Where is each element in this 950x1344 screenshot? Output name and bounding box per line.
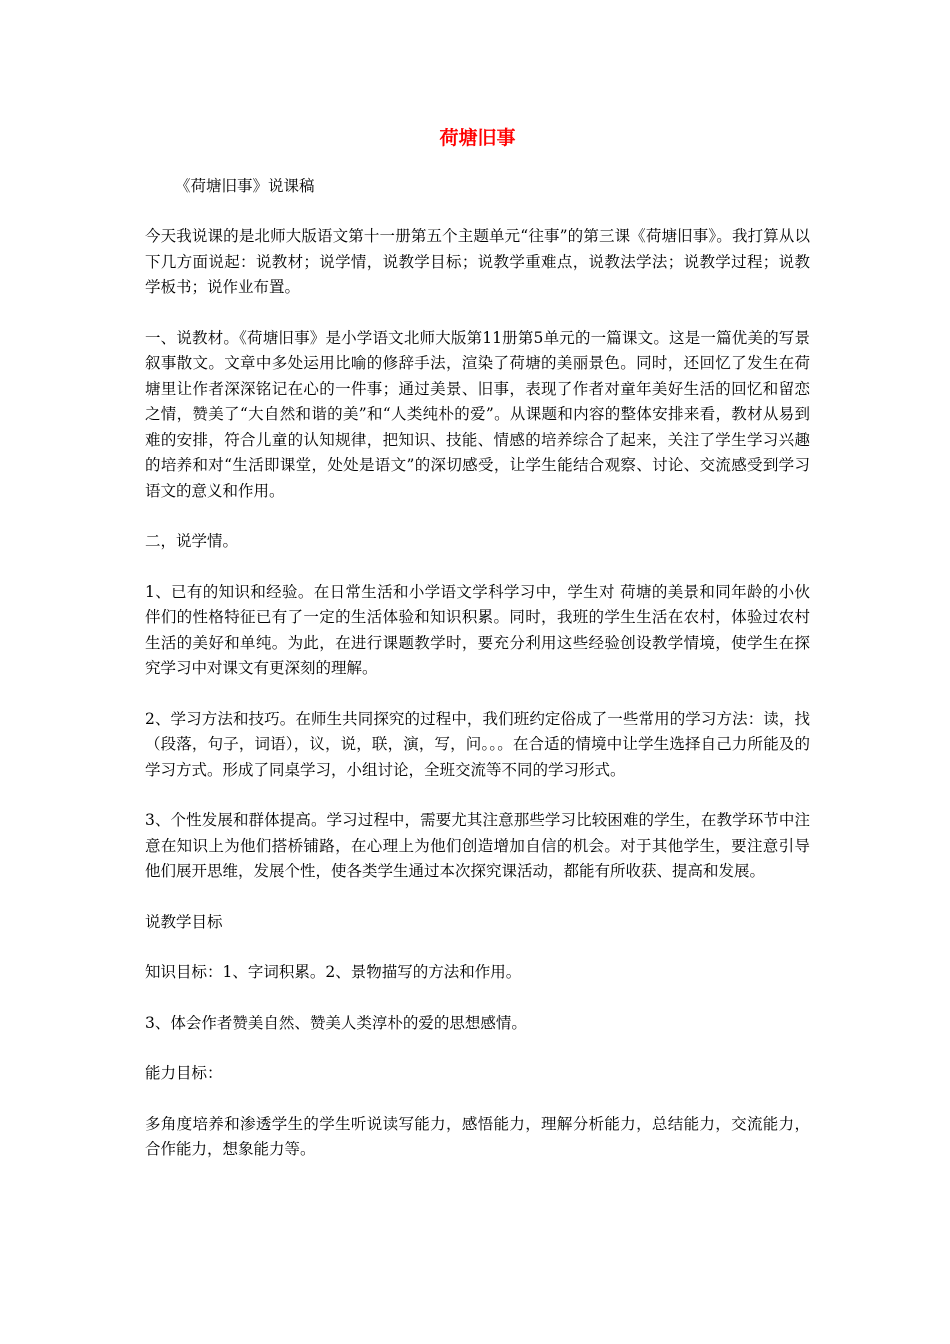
- paragraph-learner-3: 3、个性发展和群体提高。学习过程中，需要尤其注意那些学习比较困难的学生，在教学环节中注意在知识上为他们搭桥铺路，在心理上为他们创造增加自信的机会。对于其他学生，要注意引导他们展开思维，发展个性，使各类学生通过本次探究课活动，都能有所收获、提高和发展。: [145, 811, 810, 880]
- paragraph-textbook: 一、说教材。《荷塘旧事》是小学语文北师大版第11册第5单元的一篇课文。这是一篇优美的写景叙事散文。文章中多处运用比喻的修辞手法，渲染了荷塘的美丽景色。同时，还回忆了发生在荷塘里让作者深深铭记在心的一件事；通过美景、旧事，表现了作者对童年美好生活的回忆和留恋之情，赞美了“大自然和谐的美”和“人类纯朴的爱”。从课题和内容的整体安排来看，教材从易到难的安排，符合儿童的认知规律，把知识、技能、情感的培养综合了起来，关注了学生学习兴趣的培养和对“生活即课堂，处处是语文”的深切感受，让学生能结合观察、讨论、交流感受到学习语文的意义和作用。: [145, 328, 810, 500]
- document-body: [145, 224, 810, 1188]
- paragraph-goals-heading: 说教学目标: [145, 912, 223, 931]
- paragraph-ability-goals: 多角度培养和渗透学生的学生听说读写能力，感悟能力，理解分析能力，总结能力，交流能力，合作能力，想象能力等。: [145, 1114, 810, 1158]
- document-title: 荷塘旧事: [439, 127, 516, 149]
- paragraph-ability-heading: 能力目标：: [145, 1064, 223, 1082]
- paragraph-emotion-goal: 3、体会作者赞美自然、赞美人类淳朴的爱的思想感情。: [145, 1013, 527, 1032]
- paragraph-learner-1: 1、已有的知识和经验。在日常生活和小学语文学科学习中，学生对 荷塘的美景和同年龄的小伙伴们的性格特征已有了一定的生活体验和知识积累。同时，我班的学生生活在农村，体验过农村生活的美好和单纯。为此，在进行课题教学时，要充分利用这些经验创设教学情境，使学生在探究学习中对课文有更深刻的理解。: [145, 582, 810, 677]
- document-subtitle: 《荷塘旧事》说课稿: [175, 177, 315, 195]
- paragraph-learner-heading: 二，说学情。: [145, 532, 239, 550]
- paragraph-learner-2: 2、学习方法和技巧。在师生共同探究的过程中，我们班约定俗成了一些常用的学习方法：读，找（段落，句子，词语），议，说，联，演，写，问。。。在合适的情境中让学生选择自己力所能及的学习方式。形成了同桌学习，小组讨论，全班交流等不同的学习形式。: [145, 709, 810, 779]
- paragraph-intro: 今天我说课的是北师大版语文第十一册第五个主题单元“往事”的第三课《荷塘旧事》。我打算从以下几方面说起：说教材；说学情，说教学目标；说教学重难点，说教法学法；说教学过程；说教学板书；说作业布置。: [145, 227, 810, 296]
- paragraph-knowledge-goals: 知识目标：1、字词积累。2、景物描写的方法和作用。: [145, 963, 522, 981]
